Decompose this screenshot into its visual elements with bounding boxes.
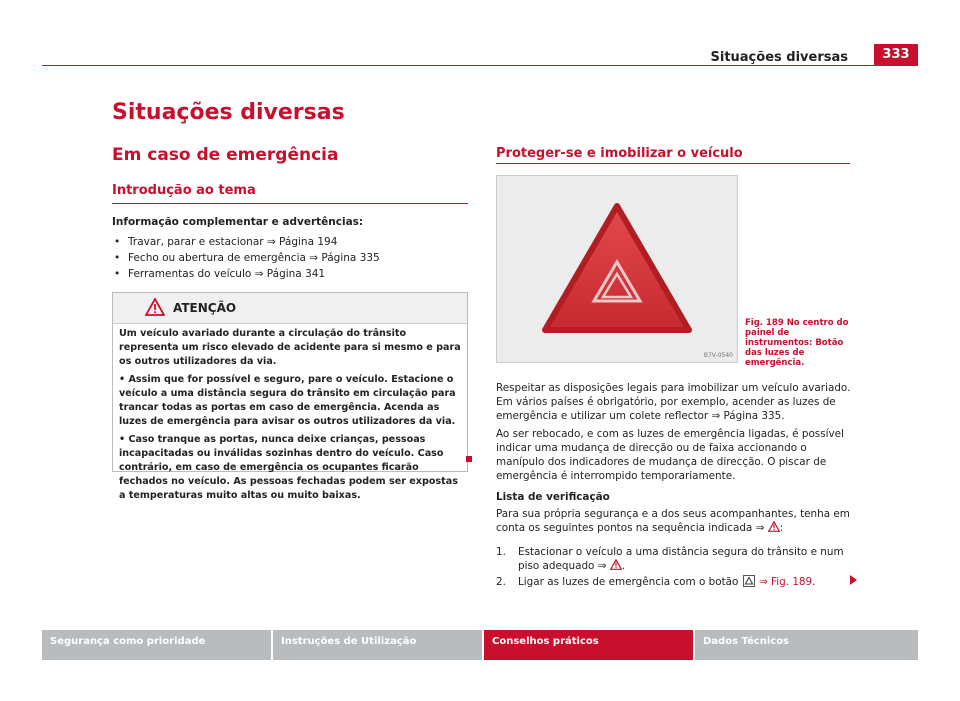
section-title: Proteger-se e imobilizar o veículo [496, 146, 743, 161]
bullet-text: Fecho ou abertura de emergência ⇒ Página 335 [128, 252, 380, 264]
footer-tab-dados[interactable] [695, 630, 918, 660]
warning-paragraph: • Assim que for possível e seguro, pare o veículo. Estacione o veículo a uma distância segura do trânsito em circulação para trancar todas as portas em caso de emergência. Acenda as luzes de emergência para avisar os outros utilizadores da via. [119, 374, 456, 427]
warning-triangle-icon [145, 298, 165, 316]
warning-triangle-icon [768, 521, 780, 532]
warning-paragraph: Um veículo avariado durante a circulação do trânsito representa um risco elevado de acidente para si mesmo e para os outros utilizadores da via. [119, 328, 461, 367]
header-title: Situações diversas [710, 50, 848, 65]
info-label: Informação complementar e advertências: [112, 216, 364, 228]
footer-tab-instrucoes[interactable] [273, 630, 482, 660]
step-suffix: . [621, 560, 626, 572]
header-rule [42, 65, 918, 66]
hazard-button-figure [496, 175, 738, 363]
checklist-intro-text: Para sua própria segurança e a dos seus acompanhantes, tenha em conta os seguintes pontos na sequência indicada ⇒ [496, 508, 850, 534]
bullet-text: Travar, parar e estacionar ⇒ Página 194 [128, 236, 338, 248]
list-item[interactable]: • Fecho ou abertura de emergência ⇒ Página 335 [114, 252, 380, 264]
intro-title: Introdução ao tema [112, 183, 256, 198]
warning-triangle-icon [610, 559, 622, 570]
section-rule [496, 163, 850, 164]
warning-body [119, 327, 461, 507]
intro-rule [112, 203, 468, 204]
main-title: Situações diversas [112, 100, 345, 125]
sub-title: Em caso de emergência [112, 145, 339, 165]
checklist-title: Lista de verificação [496, 491, 610, 503]
step-text: Estacionar o veículo a uma distância segura do trânsito e num piso adequado ⇒ [518, 546, 844, 572]
footer-tab-label: Segurança como prioridade [50, 636, 206, 647]
checklist-intro: Para sua própria segurança e a dos seus acompanhantes, tenha em conta os seguintes pontos na sequência indicada ⇒ : [496, 508, 850, 534]
list-item [496, 575, 856, 591]
figure-reference-link[interactable]: ⇒ Fig. 189 [759, 576, 813, 588]
warning-box [112, 292, 468, 501]
list-item[interactable]: • Travar, parar e estacionar ⇒ Página 194 [114, 236, 338, 248]
footer-tab-conselhos[interactable] [484, 630, 693, 660]
figure-caption: Fig. 189 No centro do painel de instrumentos: Botão das luzes de emergência. [745, 318, 849, 368]
section-end-mark [466, 456, 472, 462]
bullet-text: Ferramentas do veículo ⇒ Página 341 [128, 268, 326, 280]
warning-title: ATENÇÃO [173, 301, 237, 315]
footer-tab-label: Dados Técnicos [703, 636, 790, 647]
list-item[interactable]: • Ferramentas do veículo ⇒ Página 341 [114, 268, 326, 280]
page-number: 333 [874, 44, 918, 66]
hazard-button-icon [497, 176, 737, 362]
warning-paragraph: • Caso tranque as portas, nunca deixe crianças, pessoas incapacitadas ou inválidas sozinhas dentro do veículo. Caso contrário, em caso de emergência os ocupantes ficarão fechados no veículo. As pessoas fechadas podem ser expostas a temperaturas muito altas ou muito baixas. [119, 434, 458, 501]
footer-tab-label: Instruções de Utilização [281, 636, 417, 647]
step-text-wrap [518, 575, 848, 589]
step-text-wrap [518, 545, 848, 573]
hazard-button-mini-icon [743, 575, 755, 587]
paragraph: Ao ser rebocado, e com as luzes de emergência ligadas, é possível indicar uma mudança de direcção ou de faixa accionando o manípulo dos indicadores de mudança de direcção. O piscar de emergência é interrompido temporariamente. [496, 428, 844, 482]
step-suffix: . [812, 576, 816, 588]
step-text: Ligar as luzes de emergência com o botão [518, 576, 739, 588]
continue-arrow-icon [850, 575, 857, 585]
step-number: 2. [496, 576, 506, 588]
figure-code: B7V-0540 [703, 352, 733, 359]
step-number: 1. [496, 546, 506, 558]
footer-tab-label: Conselhos práticos [492, 636, 599, 647]
list-item [496, 545, 856, 575]
footer-tab-seguranca[interactable] [42, 630, 271, 660]
warning-header [113, 293, 467, 324]
paragraph: Respeitar as disposições legais para imobilizar um veículo avariado. Em vários países é obrigatório, por exemplo, acender as luzes de emergência e utilizar um colete reflector ⇒ Página 335. [496, 382, 851, 422]
